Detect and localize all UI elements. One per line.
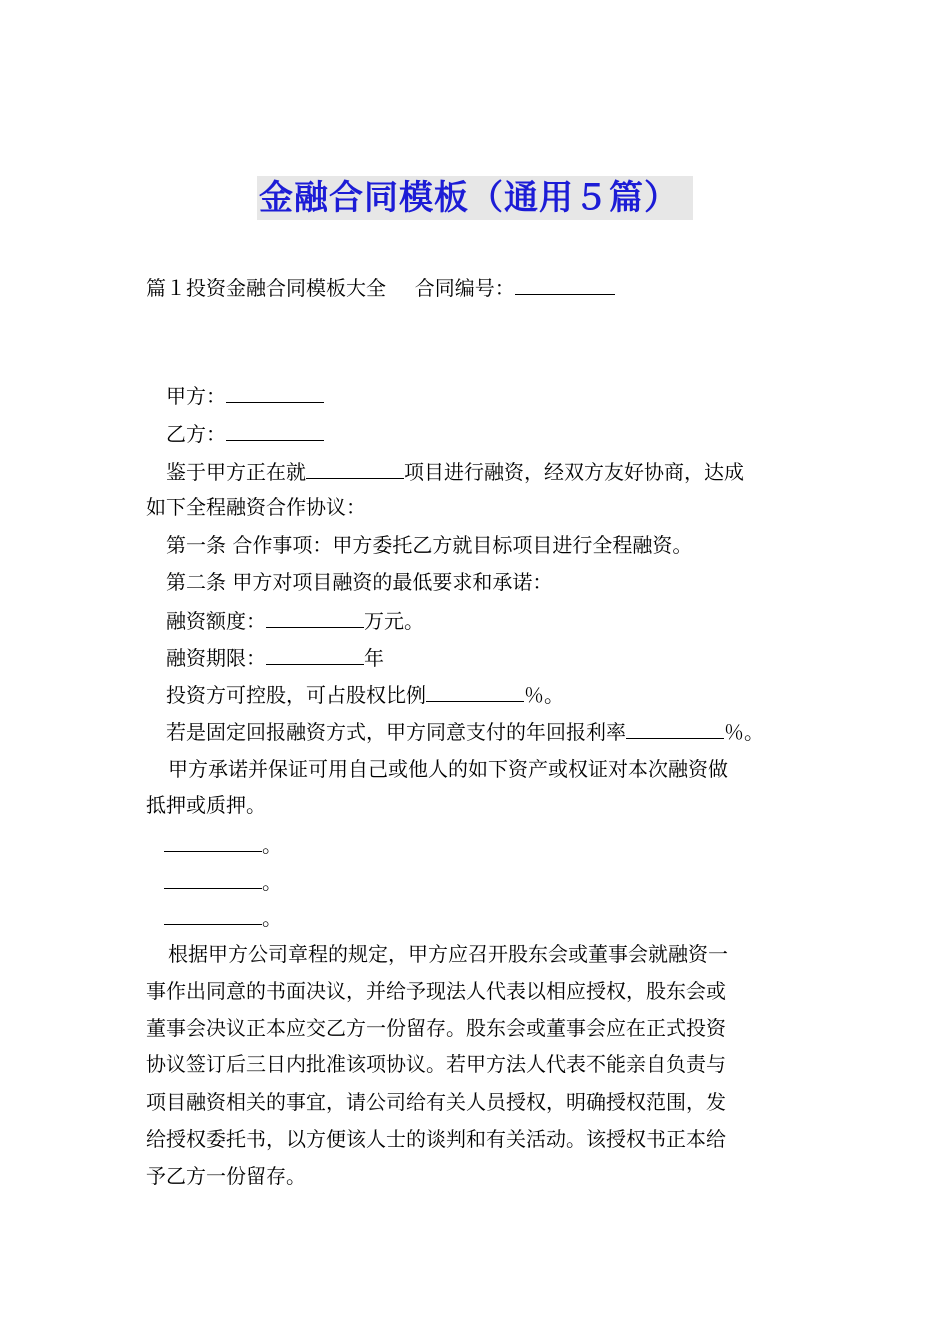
asset-list-item xyxy=(164,829,282,859)
financing-amount-label: 融资额度： xyxy=(166,609,266,633)
equity-blank xyxy=(426,679,524,702)
financing-amount-blank xyxy=(266,605,364,628)
asset-blank-2 xyxy=(164,866,262,889)
resolution-line: 予乙方一份留存。 xyxy=(146,1164,306,1188)
party-b-line xyxy=(166,418,324,448)
equity-line xyxy=(166,679,564,709)
asset-blank-1 xyxy=(164,829,262,852)
intro-text-1: 鉴于甲方正在就 xyxy=(166,460,306,484)
asset-list-item xyxy=(164,902,282,932)
intro-line-1 xyxy=(166,456,744,486)
pledge-line-2: 抵押或质押。 xyxy=(146,793,266,817)
contract-number-blank xyxy=(515,272,615,295)
resolution-line: 给授权委托书，以方便该人士的谈判和有关活动。该授权书正本给 xyxy=(146,1127,726,1151)
party-b-blank xyxy=(226,418,324,441)
financing-amount-line xyxy=(166,605,424,635)
asset-list-item xyxy=(164,866,282,896)
party-a-blank xyxy=(226,380,324,403)
asset-item-end: 。 xyxy=(262,833,282,857)
title-container xyxy=(0,176,950,220)
resolution-line: 根据甲方公司章程的规定，甲方应召开股东会或董事会就融资一 xyxy=(168,942,728,966)
article-2: 第二条 甲方对项目融资的最低要求和承诺： xyxy=(166,570,553,594)
party-a-line xyxy=(166,380,324,410)
fixed-return-unit: ％。 xyxy=(724,720,764,744)
resolution-line: 事作出同意的书面决议，并给予现法人代表以相应授权，股东会或 xyxy=(146,979,726,1003)
project-blank xyxy=(306,456,404,479)
resolution-line: 董事会决议正本应交乙方一份留存。股东会或董事会应在正式投资 xyxy=(146,1016,726,1040)
financing-amount-unit: 万元。 xyxy=(364,609,424,633)
party-b-label: 乙方： xyxy=(166,422,226,446)
asset-blank-3 xyxy=(164,902,262,925)
financing-term-blank xyxy=(266,642,364,665)
fixed-return-label: 若是固定回报融资方式，甲方同意支付的年回报利率 xyxy=(166,720,626,744)
document-title: 金融合同模板（通用５篇） xyxy=(257,176,693,220)
resolution-line: 项目融资相关的事宜，请公司给有关人员授权，明确授权范围，发 xyxy=(146,1090,726,1114)
resolution-line: 协议签订后三日内批准该项协议。若甲方法人代表不能亲自负责与 xyxy=(146,1052,726,1076)
intro-line-2: 如下全程融资合作协议： xyxy=(146,495,366,519)
intro-text-2: 项目进行融资，经双方友好协商，达成 xyxy=(404,460,744,484)
equity-label: 投资方可控股，可占股权比例 xyxy=(166,683,426,707)
contract-number-label: 合同编号： xyxy=(414,276,515,300)
asset-item-end: 。 xyxy=(262,906,282,930)
section-heading xyxy=(146,272,615,302)
section-heading-text: 篇１投资金融合同模板大全 xyxy=(146,276,386,300)
financing-term-line xyxy=(166,642,384,672)
fixed-return-line xyxy=(166,716,764,746)
financing-term-label: 融资期限： xyxy=(166,646,266,670)
article-1: 第一条 合作事项：甲方委托乙方就目标项目进行全程融资。 xyxy=(166,533,693,557)
pledge-line-1: 甲方承诺并保证可用自己或他人的如下资产或权证对本次融资做 xyxy=(168,757,728,781)
financing-term-unit: 年 xyxy=(364,646,384,670)
fixed-return-blank xyxy=(626,716,724,739)
equity-unit: ％。 xyxy=(524,683,564,707)
party-a-label: 甲方： xyxy=(166,384,226,408)
asset-item-end: 。 xyxy=(262,870,282,894)
